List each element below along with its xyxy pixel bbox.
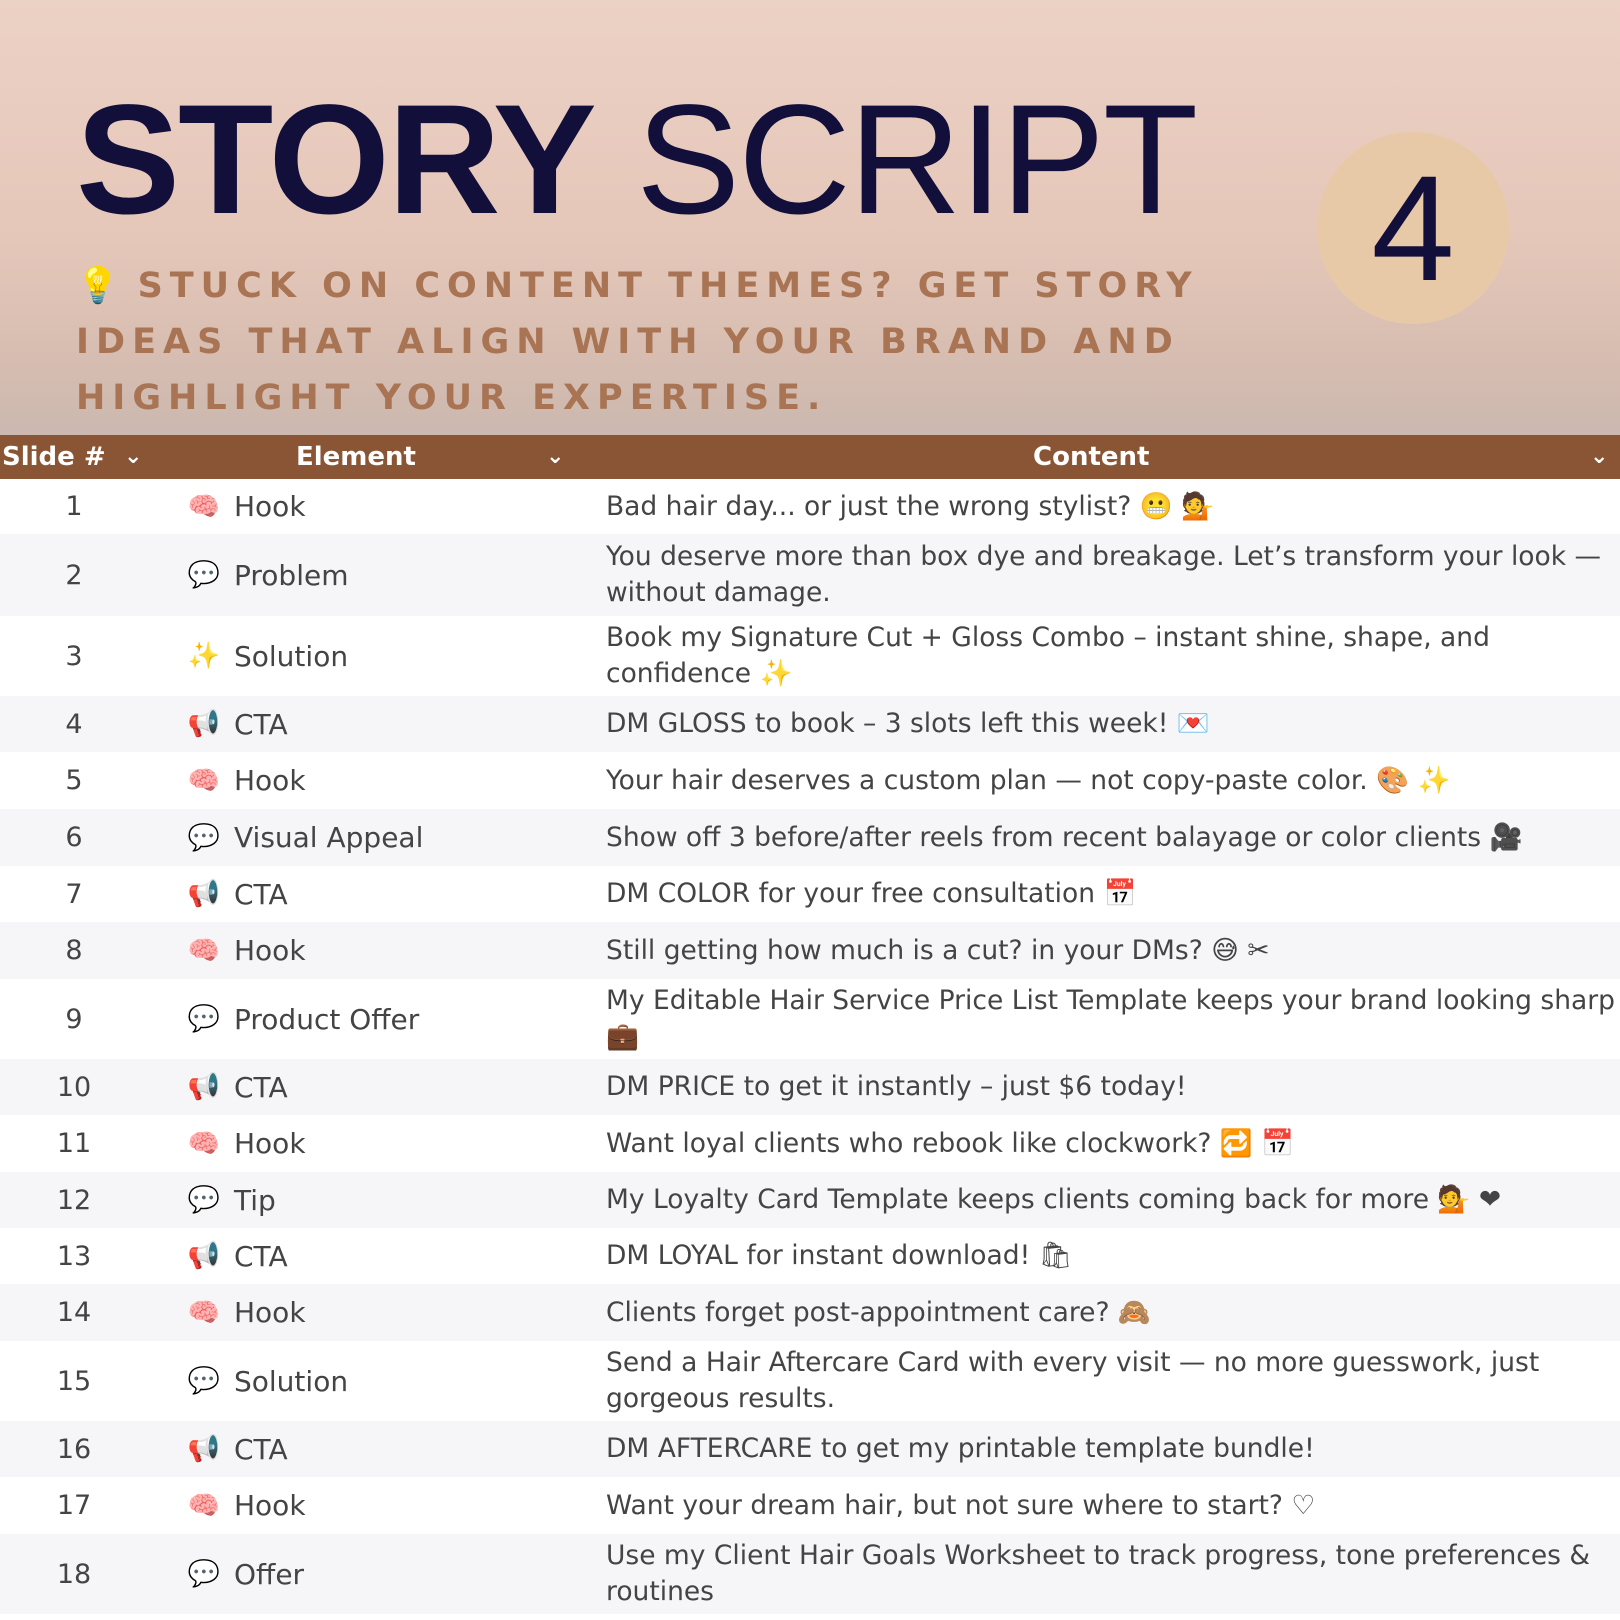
slide-number: 5: [65, 765, 83, 796]
megaphone-icon: 📢: [187, 1434, 221, 1464]
content-cell: [606, 1534, 1616, 1614]
content-text: DM GLOSS to book – 3 slots left this week! 💌: [606, 708, 1210, 739]
element-label: Hook: [234, 764, 306, 797]
sparkles-icon: ✨: [187, 641, 221, 671]
brain-icon: 🧠: [187, 1490, 221, 1521]
content-text: Bad hair day... or just the wrong stylist? 😬 💁: [606, 490, 1215, 522]
content-cell: [606, 752, 1616, 809]
content-text: My Loyalty Card Template keeps clients coming back for more 💁 ❤: [606, 1184, 1502, 1215]
table-row[interactable]: [0, 1172, 1620, 1228]
table-row[interactable]: [0, 1115, 1620, 1172]
element-label: Solution: [234, 639, 349, 673]
column-header-content[interactable]: Content: [1033, 442, 1150, 472]
slide-number: 3: [65, 640, 83, 672]
content-cell: [606, 1059, 1616, 1115]
content-cell: [606, 1341, 1616, 1421]
chevron-down-icon[interactable]: ⌄: [1590, 444, 1609, 469]
element-cell: [186, 534, 348, 616]
table-row[interactable]: [0, 1421, 1620, 1477]
megaphone-icon: 📢: [187, 879, 221, 909]
slide-number: 4: [65, 708, 83, 740]
content-text: DM COLOR for your free consultation 📅: [606, 878, 1137, 909]
subtitle-text: STUCK ON CONTENT THEMES? GET STORY IDEAS THAT ALIGN WITH YOUR BRAND AND HIGHLIGHT YOUR EXPERTISE.: [76, 266, 1199, 418]
slide-number: 11: [56, 1128, 92, 1159]
table-body: [0, 479, 1620, 1614]
content-cell: [606, 866, 1616, 922]
slide-number: 12: [56, 1184, 92, 1216]
column-header-slide[interactable]: Slide #: [2, 442, 106, 472]
slide-number: 9: [65, 1003, 83, 1035]
title-light: SCRIPT: [636, 73, 1197, 247]
content-text: My Editable Hair Service Price List Template keeps your brand looking sharp 💼: [606, 985, 1615, 1052]
element-cell: [186, 1115, 306, 1172]
element-cell: [186, 696, 288, 752]
brain-icon: 🧠: [187, 935, 221, 966]
element-label: Hook: [234, 1296, 306, 1329]
speech-bubble-icon: 💬: [187, 1366, 221, 1396]
speech-bubble-icon: 💬: [187, 822, 221, 853]
element-cell: [186, 922, 306, 979]
content-cell: [606, 1421, 1616, 1477]
element-cell: [186, 979, 419, 1059]
element-label: CTA: [234, 1432, 288, 1466]
content-cell: [606, 1172, 1616, 1228]
table-row[interactable]: [0, 696, 1620, 752]
element-cell: [186, 1534, 304, 1614]
table-row[interactable]: [0, 866, 1620, 922]
slide-number: 15: [56, 1365, 92, 1397]
slide-number: 17: [56, 1490, 92, 1521]
table-row[interactable]: [0, 1477, 1620, 1534]
element-cell: [186, 1059, 288, 1115]
chevron-down-icon[interactable]: ⌄: [546, 444, 565, 469]
element-label: Offer: [234, 1557, 305, 1591]
column-header-element[interactable]: Element: [296, 442, 416, 472]
element-label: Hook: [234, 1489, 306, 1522]
slide-number: 14: [56, 1297, 92, 1328]
element-label: CTA: [234, 877, 288, 911]
subtitle: [76, 258, 1316, 426]
slide-number: 1: [65, 491, 83, 522]
table-row[interactable]: [0, 752, 1620, 809]
lightbulb-icon: 💡: [76, 266, 120, 306]
element-cell: [186, 1341, 348, 1421]
content-text: DM LOYAL for instant download! 🛍: [606, 1240, 1073, 1271]
slide-number: 10: [56, 1071, 92, 1103]
table-row[interactable]: [0, 922, 1620, 979]
content-text: Still getting how much is a cut? in your DMs? 😅 ✂: [606, 934, 1270, 966]
slide-number: 6: [65, 822, 83, 853]
element-label: CTA: [234, 1070, 288, 1104]
content-text: Want your dream hair, but not sure where to start? ♡: [606, 1489, 1316, 1521]
element-cell: [186, 479, 306, 534]
page-title: [76, 73, 1197, 247]
content-text: Your hair deserves a custom plan — not copy-paste color. 🎨 ✨: [606, 764, 1451, 796]
element-label: Hook: [234, 490, 306, 523]
chevron-down-icon[interactable]: ⌄: [124, 444, 143, 469]
element-cell: [186, 1477, 306, 1534]
table-row[interactable]: [0, 1534, 1620, 1614]
slide-number: 18: [56, 1558, 92, 1590]
element-cell: [186, 1172, 276, 1228]
element-cell: [186, 616, 348, 696]
content-cell: [606, 922, 1616, 979]
element-label: Hook: [234, 1127, 306, 1160]
table-row[interactable]: [0, 616, 1620, 696]
element-cell: [186, 752, 306, 809]
content-cell: [606, 1228, 1616, 1284]
table-row[interactable]: [0, 1059, 1620, 1115]
slide-number: 7: [65, 878, 83, 910]
slide-number: 2: [65, 559, 83, 591]
element-label: Problem: [234, 558, 349, 592]
content-text: DM PRICE to get it instantly – just $6 today!: [606, 1071, 1187, 1102]
table-row[interactable]: [0, 1284, 1620, 1341]
slide-number: 16: [56, 1433, 92, 1465]
content-cell: [606, 979, 1616, 1059]
element-label: CTA: [234, 1239, 288, 1273]
speech-bubble-icon: 💬: [187, 560, 221, 590]
content-text: DM AFTERCARE to get my printable template bundle!: [606, 1433, 1315, 1464]
number-badge: 4: [1317, 132, 1509, 324]
brain-icon: 🧠: [187, 491, 221, 522]
megaphone-icon: 📢: [187, 1072, 221, 1102]
content-cell: [606, 1477, 1616, 1534]
content-text: Send a Hair Aftercare Card with every visit — no more guesswork, just gorgeous results.: [606, 1347, 1540, 1414]
hero-banner: [0, 0, 1620, 435]
element-cell: [186, 1284, 306, 1341]
element-cell: [186, 809, 423, 866]
content-text: Book my Signature Cut + Gloss Combo – instant shine, shape, and confidence ✨: [606, 622, 1490, 689]
brain-icon: 🧠: [187, 1128, 221, 1159]
content-text: Show off 3 before/after reels from recent balayage or color clients 🎥: [606, 821, 1523, 853]
element-label: Product Offer: [234, 1002, 420, 1036]
title-bold: STORY: [76, 73, 595, 247]
content-text: Clients forget post-appointment care? 🙈: [606, 1296, 1151, 1328]
brain-icon: 🧠: [187, 1297, 221, 1328]
element-label: Solution: [234, 1364, 349, 1398]
element-label: CTA: [234, 707, 288, 741]
speech-bubble-icon: 💬: [187, 1004, 221, 1034]
table-row[interactable]: [0, 534, 1620, 616]
table-row[interactable]: [0, 1228, 1620, 1284]
megaphone-icon: 📢: [187, 1241, 221, 1271]
content-cell: [606, 1284, 1616, 1341]
content-cell: [606, 479, 1616, 534]
content-cell: [606, 696, 1616, 752]
table-header: [0, 435, 1620, 479]
content-cell: [606, 1115, 1616, 1172]
megaphone-icon: 📢: [187, 709, 221, 739]
brain-icon: 🧠: [187, 765, 221, 796]
content-text: You deserve more than box dye and breakage. Let’s transform your look — without damage.: [606, 541, 1602, 608]
element-cell: [186, 866, 288, 922]
table-row[interactable]: [0, 979, 1620, 1059]
element-label: Visual Appeal: [234, 821, 424, 854]
element-label: Hook: [234, 934, 306, 967]
element-cell: [186, 1228, 288, 1284]
content-text: Use my Client Hair Goals Worksheet to track progress, tone preferences & routines: [606, 1540, 1591, 1607]
slide-number: 13: [56, 1240, 92, 1272]
content-cell: [606, 534, 1616, 616]
table-row[interactable]: [0, 809, 1620, 866]
table-row[interactable]: [0, 1341, 1620, 1421]
speech-bubble-icon: 💬: [187, 1559, 221, 1589]
element-label: Tip: [234, 1183, 276, 1217]
content-cell: [606, 809, 1616, 866]
slide-number: 8: [65, 935, 83, 966]
table-row[interactable]: [0, 479, 1620, 534]
speech-bubble-icon: 💬: [187, 1185, 221, 1215]
content-text: Want loyal clients who rebook like clockwork? 🔁 📅: [606, 1127, 1295, 1159]
element-cell: [186, 1421, 288, 1477]
content-cell: [606, 616, 1616, 696]
